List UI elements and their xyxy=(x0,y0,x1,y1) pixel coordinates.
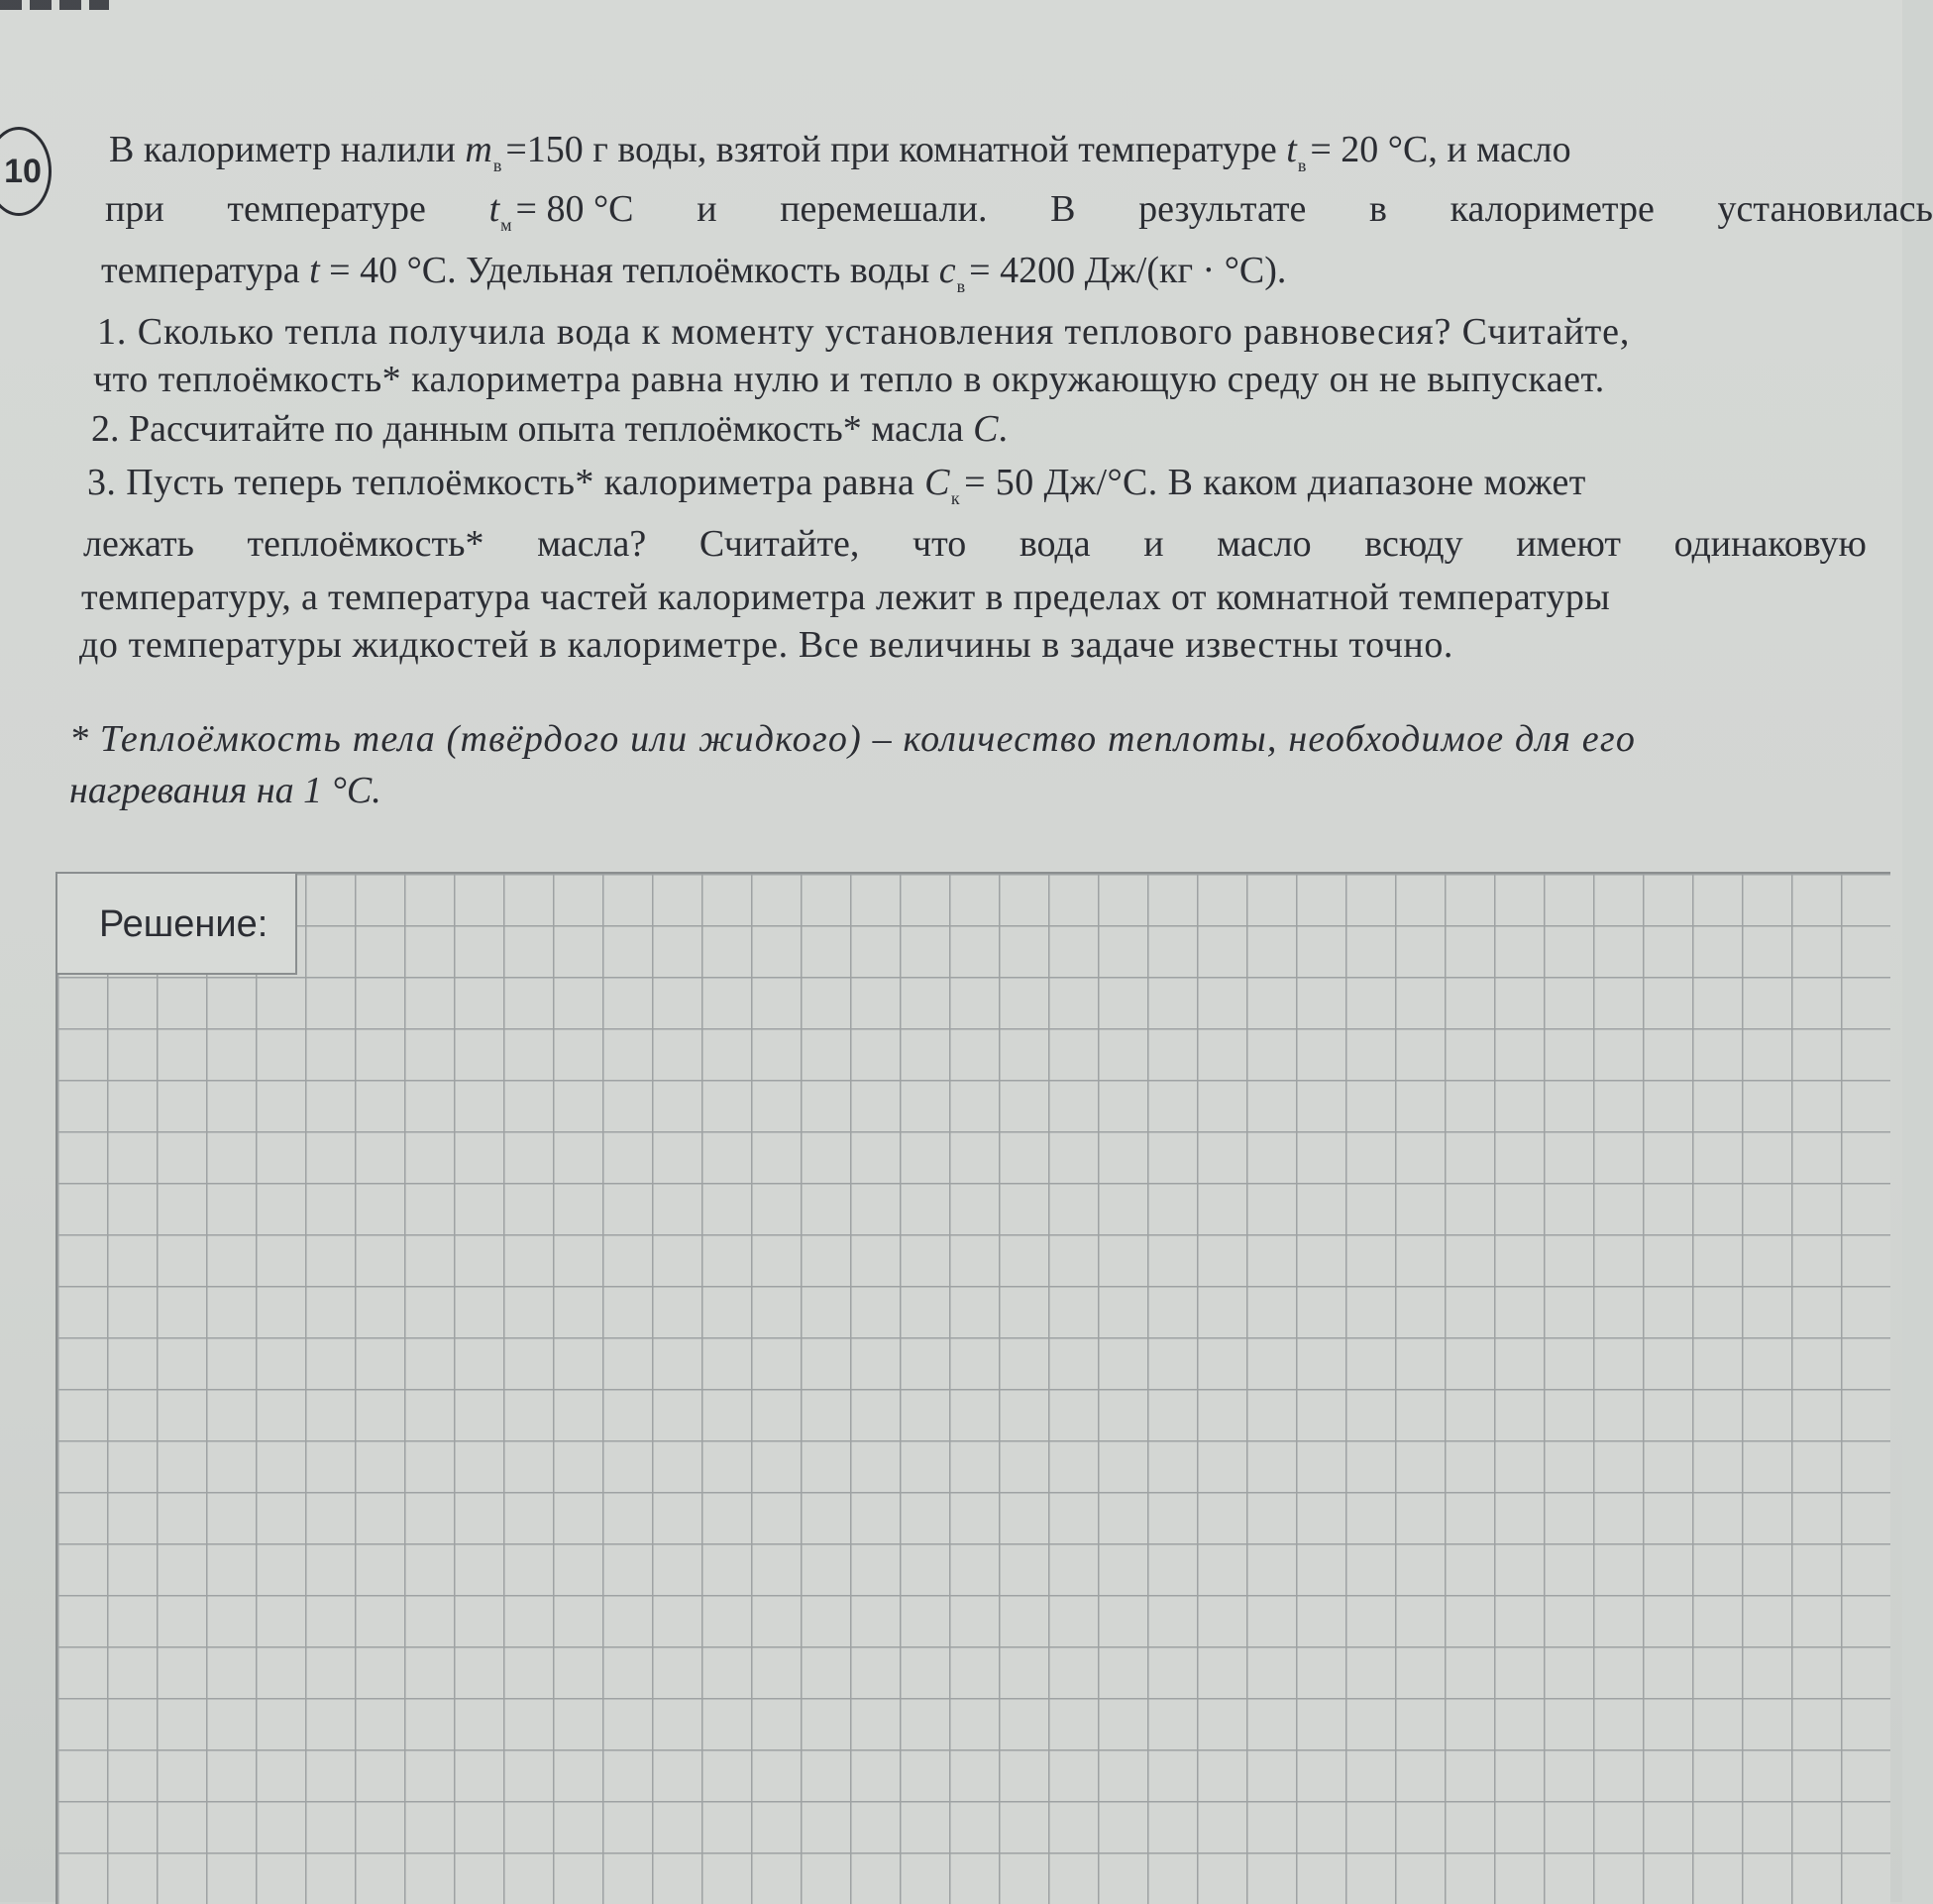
header-strip xyxy=(0,0,109,10)
footnote-line-2: нагревания на 1 °C. xyxy=(69,770,381,811)
footnote xyxy=(69,713,1863,816)
question-2: 2. Рассчитайте по данным опыта теплоёмкость* масла C. xyxy=(91,408,1008,450)
task-number-badge xyxy=(0,127,52,216)
solution-grid[interactable] xyxy=(55,872,1890,1904)
task-number: 10 xyxy=(4,152,42,190)
solution-label: Решение: xyxy=(99,903,268,945)
question-3-line-4: до температуры жидкостей в калориметре. Все величины в задаче известны точно. xyxy=(79,624,1454,666)
question-3-line-1: 3. Пусть теперь теплоёмкость* калориметра равна $C_к = 50$ Дж/°C. В каком диапазоне может xyxy=(87,462,1586,508)
question-3-line-2: лежать теплоёмкость* масла? Считайте, что вода и масло всюду имеют одинаковую xyxy=(83,523,1867,565)
question-1-line-1: 1. Сколько тепла получила вода к моменту установления теплового равновесия? Считайте, xyxy=(97,311,1631,353)
intro-line-1: В калориметр налили $m_в =150$ г воды, взятой при комнатной температуре $t_в = 20$ °C, и масло xyxy=(109,129,1571,175)
intro-line-2: при температуре $t_м = 80$ °C и перемешали. В результате в калориметре установилась xyxy=(105,188,1933,235)
footnote-line-1: * Теплоёмкость тела (твёрдого или жидкого) – количество теплоты, необходимое для его xyxy=(69,718,1637,760)
question-3-line-3: температуру, а температура частей калориметра лежит в пределах от комнатной температуры xyxy=(81,577,1611,618)
question-1-line-2: что теплоёмкость* калориметра равна нулю и тепло в окружающую среду он не выпускает. xyxy=(93,359,1605,400)
intro-line-3: температура t = 40 °C. Удельная теплоёмкость воды $c_в = 4200$ Дж/(кг · °C). xyxy=(101,250,1287,296)
